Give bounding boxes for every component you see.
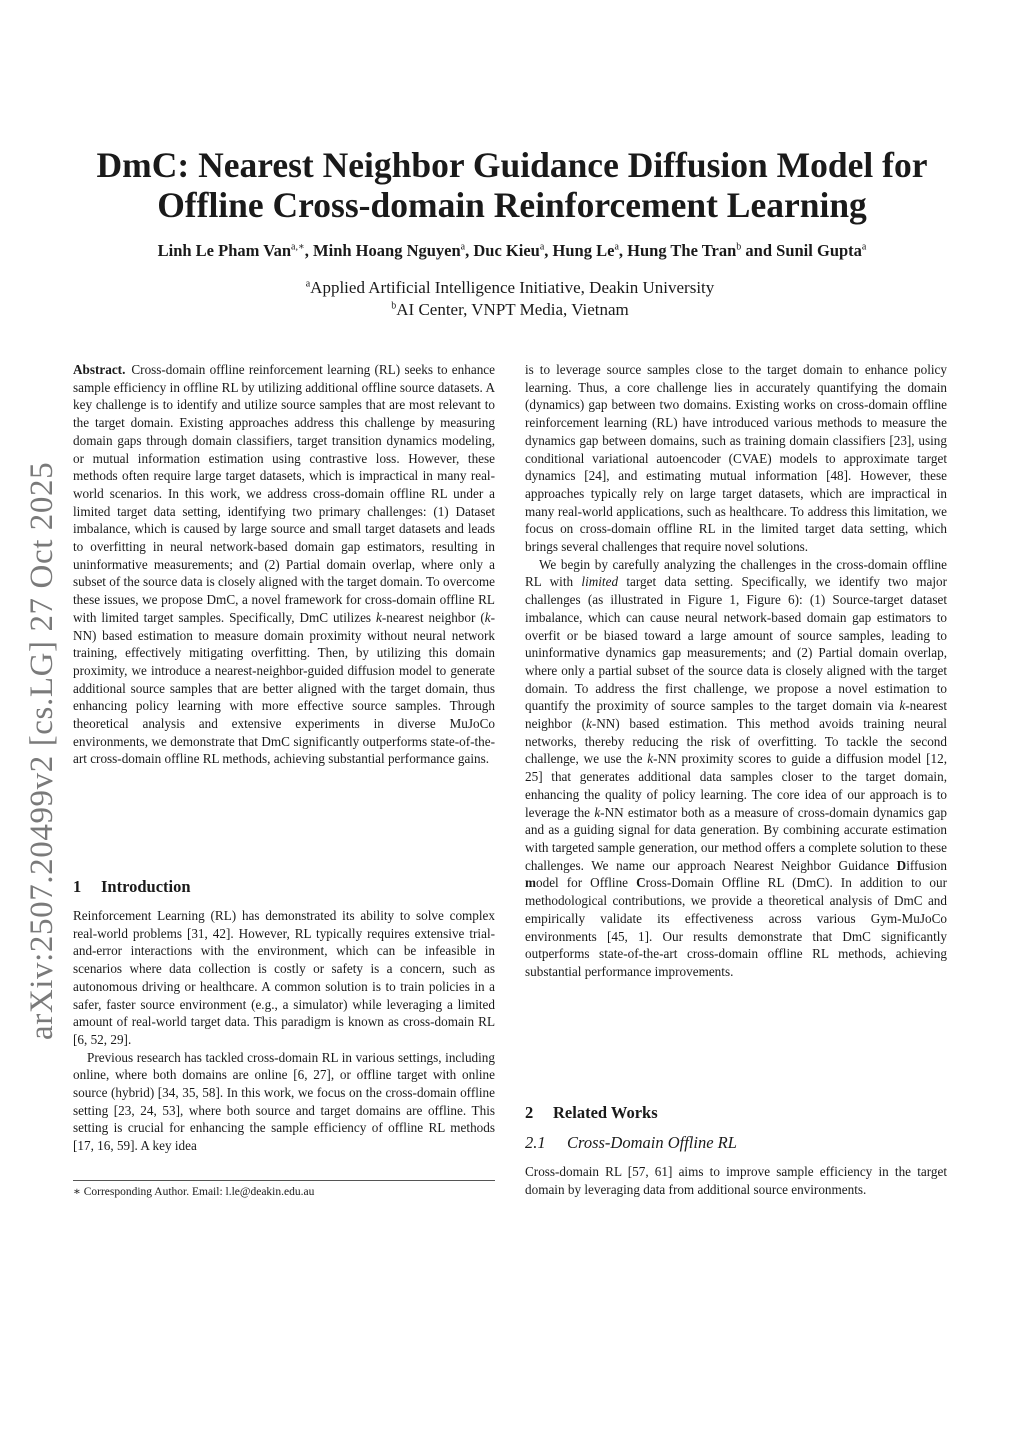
author-affil-mark: a,∗	[291, 241, 305, 253]
affiliation-b: $^b$AI Center, VNPT Media, Vietnam	[391, 300, 629, 319]
paragraph: Previous research has tackled cross-domain RL in various settings, including online, where both domains are online [6, 27], or offline target with online source (hybrid) [34, 35, 58]. In this work, we focus on the cross-domain offline setting [23, 24, 53], where both source and target domains are offline. This setting is crucial for enhancing the sample efficiency of offline RL methods [17, 16, 59]. A key idea	[73, 1049, 495, 1154]
paragraph: Cross-domain RL [57, 61] aims to improve sample efficiency in the target domain by leveraging data from additional source environments.	[525, 1164, 947, 1197]
section-heading-introduction: 1 Introduction	[73, 877, 191, 896]
arxiv-identifier: arXiv:2507.20499v2 [cs.LG] 27 Oct 2025	[24, 461, 60, 1040]
paragraph: is to leverage source samples close to the target domain to enhance policy learning. Thus, a core challenge lies in accurately quantifying the domain (dynamics) gap between two domains. Existing works on cross-domain offline reinforcement learning (RL) have introduced various methods to measure the dynamics gap between domains, such as training domain classifiers [23], using conditional variational autoencoder (CVAE) models to approximate target dynamics [24], and estimating mutual information [48]. However, these approaches typically rely on large target datasets, which are impractical in many real-world applications, such as healthcare. To address this limitation, we focus on cross-domain offline RL in the limited target data setting, which brings several challenges that require novel solutions.	[525, 362, 947, 555]
author-affil-mark: a	[539, 241, 545, 253]
author-name: Linh Le Pham Van	[157, 241, 292, 260]
author-name: Minh Hoang Nguyen	[313, 241, 461, 260]
author-name: Duc Kieu	[473, 241, 540, 260]
author-list: Linh Le Pham Van$^{a,∗}$, Minh Hoang Nguyen$^a$, Duc Kieu$^a$, Hung Le$^a$, Hung The Tran$^b$ and Sunil Gupta$^a$	[157, 241, 867, 260]
title-line-2: Offline Cross-domain Reinforcement Learning	[157, 185, 867, 225]
author-affil-mark: a	[861, 241, 867, 253]
footnote: ∗ Corresponding Author. Email: l.le@deakin.edu.au	[73, 1186, 315, 1198]
abstract-label: Abstract.	[73, 362, 126, 377]
section-heading-related-works: 2 Related Works	[525, 1103, 658, 1122]
author-name: Hung The Tran	[627, 241, 737, 260]
introduction-body	[73, 907, 495, 1155]
author-name: Sunil Gupta	[776, 241, 862, 260]
affiliations	[110, 277, 910, 321]
paragraph: Reinforcement Learning (RL) has demonstrated its ability to solve complex real-world problems [31, 42]. However, RL typically requires extensive trial-and-error interactions with the environment, which can be infeasible in scenarios where data collection is costly or safety is a concern, such as autonomous driving or healthcare. A common solution is to train policies in a safer, faster source environment (e.g., a simulator) while leveraging a limited amount of real-world target data. This paradigm is known as cross-domain RL [6, 52, 29].	[73, 908, 495, 1047]
author-affil-mark: b	[736, 241, 742, 253]
abstract: Abstract. Cross-domain offline reinforcement learning (RL) seeks to enhance sample efficiency in offline RL by utilizing additional offline source datasets. A key challenge is to identify and utilize source samples that are most relevant to the target domain. Existing approaches address this challenge by measuring domain gaps through domain classifiers, target transition dynamics modeling, or mutual information estimation using contrastive loss. However, these methods often require large target datasets, which is impractical in many real-world scenarios. In this work, we address cross-domain offline RL under a limited target data setting, identifying two primary challenges: (1) Dataset imbalance, which is caused by large source and small target datasets and leads to overfitting in neural network-based domain gap estimators, resulting in uninformative measurements; and (2) Partial domain overlap, where only a subset of the source data is closely aligned with the target domain. To overcome these issues, we propose DmC, a novel framework for cross-domain offline RL with limited target samples. Specifically, DmC utilizes k-nearest neighbor (k-NN) based estimation to measure domain proximity without neural network training, effectively mitigating overfitting. Then, by utilizing this domain proximity, we introduce a nearest-neighbor-guided diffusion model to generate additional source samples that are better aligned with the target domain, thus enhancing policy learning with more effective source samples. Through theoretical analysis and extensive experiments in diverse MuJoCo environments, we demonstrate that DmC significantly outperforms state-of-the-art cross-domain offline RL methods, achieving substantial performance gains.	[73, 362, 495, 767]
related-works-body	[525, 1163, 947, 1198]
author-affil-mark: a	[460, 241, 466, 253]
affiliation-a: $^a$Applied Artificial Intelligence Initiative, Deakin University	[305, 278, 715, 297]
paper-title	[60, 145, 964, 225]
subsection-heading-cross-domain-offline-rl: 2.1 Cross-Domain Offline RL	[525, 1133, 737, 1152]
paragraph: We begin by carefully analyzing the challenges in the cross-domain offline RL with limited target data setting. Specifically, we identify two major challenges (as illustrated in Figure 1, Figure 6): (1) Source-target dataset imbalance, which can cause neural network-based domain gap estimators to overfit or be biased toward a large amount of source samples, leading to uninformative dynamics gap measurements; and (2) Partial domain overlap, where only a partial subset of the source data is closely aligned with the target domain. To address the first challenge, we propose a novel estimation to quantify the proximity of source samples to the target domain via k-nearest neighbor (k-NN) based estimation. This method avoids training neural networks, thereby reducing the risk of overfitting. To tackle the second challenge, we use the k-NN proximity scores to guide a diffusion model [12, 25] that generates additional data samples closer to the target domain, enhancing the quality of policy learning. The core idea of our approach is to leverage the k-NN estimator both as a measure of cross-domain dynamics gap and as a guiding signal for data generation. By combining accurate estimation with targeted sample generation, our method offers a complete solution to these challenges. We name our approach Nearest Neighbor Guidance Diffusion model for Offline Cross-Domain Offline RL (DmC). In addition to our methodological contributions, we provide a theoretical analysis of DmC and empirically validate its effectiveness across various Gym-MuJoCo environments [45, 1]. Our results demonstrate that DmC significantly outperforms state-of-the-art cross-domain offline RL methods, achieving substantial performance improvements.	[525, 556, 947, 979]
footnote-divider	[73, 1180, 495, 1181]
title-line-1: DmC: Nearest Neighbor Guidance Diffusion Model for	[96, 145, 928, 185]
author-name: Hung Le	[552, 241, 615, 260]
author-affil-mark: a	[614, 241, 619, 253]
right-column-body	[525, 361, 947, 981]
